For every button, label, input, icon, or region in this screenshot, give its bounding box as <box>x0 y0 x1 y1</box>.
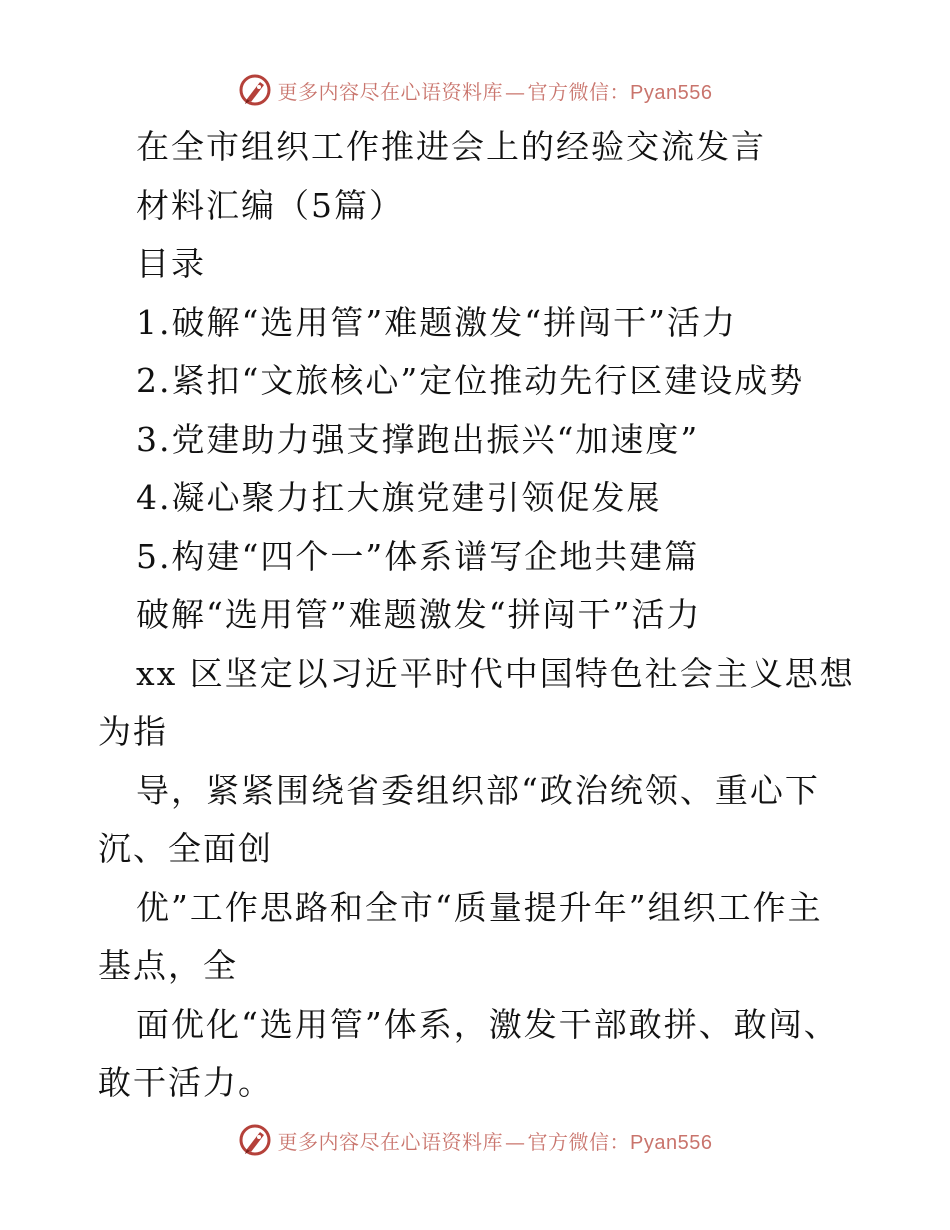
body-line: xx 区坚定以习近平时代中国特色社会主义思想 <box>136 653 855 693</box>
toc-heading: 目录 <box>136 244 206 283</box>
doc-title-line-2: 材料汇编（5篇） <box>136 185 404 225</box>
toc-item-5: 5.构建“四个一”体系谱写企地共建篇 <box>136 536 700 576</box>
doc-title-line-1: 在全市组织工作推进会上的经验交流发言 <box>136 127 766 166</box>
body-line: 面优化“选用管”体系，激发干部敢拼、敢闯、 <box>136 1004 839 1044</box>
toc-item-4: 4.凝心聚力扛大旗党建引领促发展 <box>136 478 662 517</box>
body-line: 优”工作思路和全市“质量提升年”组织工作主 <box>136 887 823 927</box>
footer-watermark-banner <box>0 1120 950 1160</box>
pen-logo-icon <box>238 73 272 107</box>
document-body <box>98 118 858 1113</box>
watermark-text: 更多内容尽在心语资料库 — 官方微信：Pyan556 <box>277 1129 713 1154</box>
body-line: 导，紧紧围绕省委组织部“政治统领、重心下 <box>136 770 820 810</box>
toc-item-2: 2.紧扣“文旅核心”定位推动先行区建设成势 <box>136 361 805 400</box>
body-line: 基点，全 <box>98 946 238 985</box>
section-title: 破解“选用管”难题激发“拼闯干”活力 <box>136 595 702 634</box>
body-line: 沉、全面创 <box>98 829 273 868</box>
toc-item-3: 3.党建助力强支撑跑出振兴“加速度” <box>136 419 700 459</box>
body-line: 为指 <box>98 712 168 751</box>
header-watermark-banner <box>0 70 950 110</box>
pen-logo-icon <box>238 1123 272 1157</box>
toc-item-1: 1.破解“选用管”难题激发“拼闯干”活力 <box>136 302 737 342</box>
watermark-text: 更多内容尽在心语资料库 — 官方微信：Pyan556 <box>277 79 713 104</box>
section-body <box>98 645 858 1113</box>
body-line: 敢干活力。 <box>98 1063 273 1102</box>
